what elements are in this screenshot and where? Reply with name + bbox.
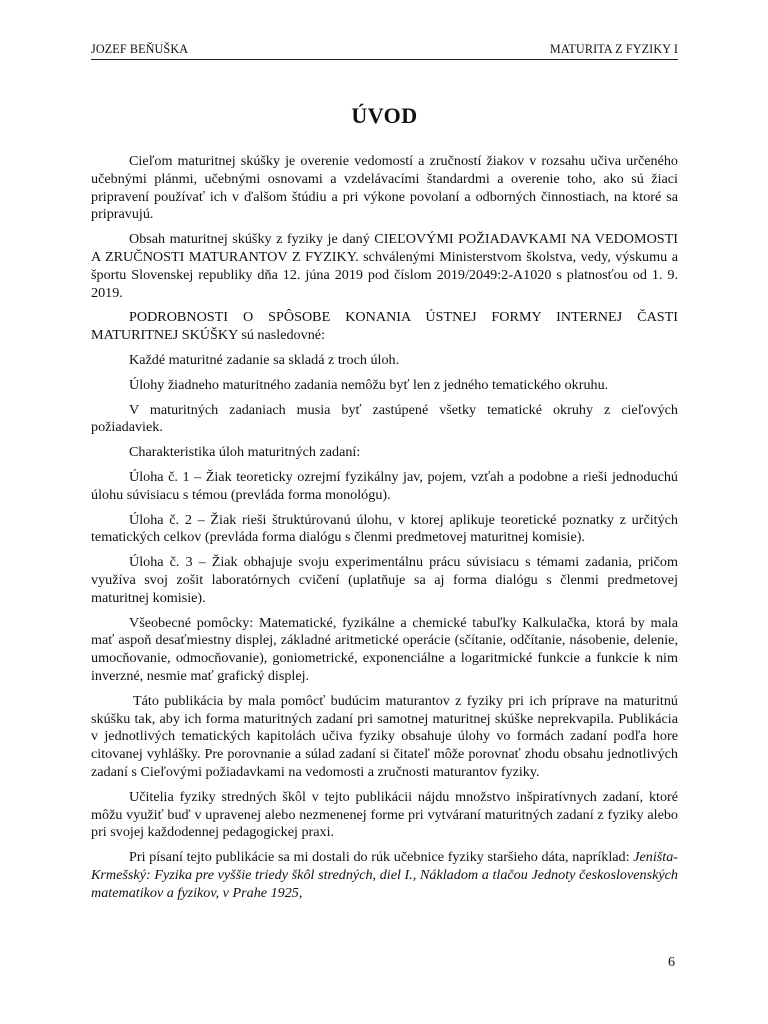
- running-header: [91, 40, 678, 60]
- paragraph-aids: Všeobecné pomôcky: Matematické, fyzikálne a chemické tabuľky Kalkulačka, ktorá by mala mať aspoň desaťmiestny displej, základné aritmetické operácie (sčítanie, odčítanie, násobenie, delenie, umocňovanie, odmocňovanie), goniometrické, exponenciálne a logaritmické funkcie a funkcie k nim inverzné, nesmie mať grafický displej.: [91, 614, 678, 684]
- paragraph-task-3: Úloha č. 3 – Žiak obhajuje svoju experimentálnu prácu súvisiacu s témami zadania, pričom využíva svoj zošit laboratórnych cvičení (uplatňuje sa aj forma dialógu s členmi predmetovej maturitnej komisie).: [91, 554, 678, 606]
- page-number: 6: [668, 955, 675, 970]
- paragraph-purpose: Cieľom maturitnej skúšky je overenie vedomostí a zručností žiakov v rozsahu učiva určeného učebnými plánmi, učebnými osnovami a vzdelávacími štandardmi a overenie toho, ako sú žiaci pripravení používať ich v ďalšom štúdiu a pri výkone povolaní a odborných činnostiach, na ktoré sa pripravujú.: [91, 153, 678, 223]
- header-author: JOZEF BEŇUŠKA: [91, 42, 189, 56]
- citation-italic: Jeništa-Krmešský: Fyzika pre vyššie triedy škôl stredných, diel I., Nákladom a tlačou Jednoty československých matematikov a fyzikov, v Prahe 1925,: [91, 849, 678, 901]
- body-text: [91, 153, 678, 909]
- paragraph-exam-details: PODROBNOSTI O SPÔSOBE KONANIA ÚSTNEJ FORMY INTERNEJ ČASTI MATURITNEJ SKÚŠKY sú nasledovné:: [91, 309, 678, 344]
- paragraph-task-2: Úloha č. 2 – Žiak rieši štruktúrovanú úlohu, v ktorej aplikuje teoretické poznatky z určitých tematických celkov (prevláda forma dialógu s členmi predmetovej maturitnej komisie).: [91, 511, 678, 546]
- paragraph-task-characteristics: Charakteristika úloh maturitných zadaní:: [129, 444, 361, 461]
- page-title: ÚVOD: [351, 103, 418, 128]
- paragraph-task-1: Úloha č. 1 – Žiak teoreticky ozrejmí fyzikálny jav, pojem, vzťah a podobne a rieši jednoduchú úlohu súvisiacu s témou (prevláda forma monológu).: [91, 468, 678, 503]
- paragraph-publication-purpose: Táto publikácia by mala pomôcť budúcim maturantov z fyziky pri ich príprave na maturitnú skúšku tak, aby ich forma maturitných zadaní pri samotnej maturitnej skúške neprekvapila. Publikácia v jednotlivých tematických kapitolách učiva fyziky obsahuje úlohy vo formách zadaní podľa hore citovanej vyhlášky. Pre porovnanie a súlad zadaní si čitateľ môže porovnať zhodu obsahu jednotlivých zadaní s Cieľovými požiadavkami na vedomosti a zručnosti maturantov fyziky.: [91, 692, 678, 780]
- paragraph-older-textbooks: [91, 849, 678, 902]
- paragraph-content-requirements: Obsah maturitnej skúšky z fyziky je daný CIEĽOVÝMI POŽIADAVKAMI NA VEDOMOSTI A ZRUČNOSTI MATURANTOV Z FYZIKY. schválenými Ministerstvom školstva, vedy, výskumu a športu Slovenskej republiky dňa 12. júna 2019 pod číslom 2019/2049:2-A1020 s platnosťou od 1. 9. 2019.: [91, 231, 678, 301]
- paragraph-topic-rule: Úlohy žiadneho maturitného zadania nemôžu byť len z jedného tematického okruhu.: [129, 376, 609, 393]
- paragraph-all-topics: V maturitných zadaniach musia byť zastúpené všetky tematické okruhy z cieľových požiadaviek.: [91, 401, 678, 436]
- paragraph-three-tasks: Každé maturitné zadanie sa skladá z troch úloh.: [129, 351, 400, 368]
- paragraph-teachers: Učitelia fyziky stredných škôl v tejto publikácii nájdu množstvo inšpiratívnych zadaní, ktoré môžu využiť buď v upravenej alebo nezmenenej forme pri vytváraní maturitných zadaní z fyziky alebo pri svojej každodennej pedagogickej praxi.: [91, 788, 678, 841]
- header-book-title: MATURITA Z FYZIKY I: [549, 42, 678, 56]
- paragraph-older-textbooks-text: Pri písaní tejto publikácie sa mi dostali do rúk učebnice fyziky staršieho dáta, napríklad:: [129, 849, 634, 866]
